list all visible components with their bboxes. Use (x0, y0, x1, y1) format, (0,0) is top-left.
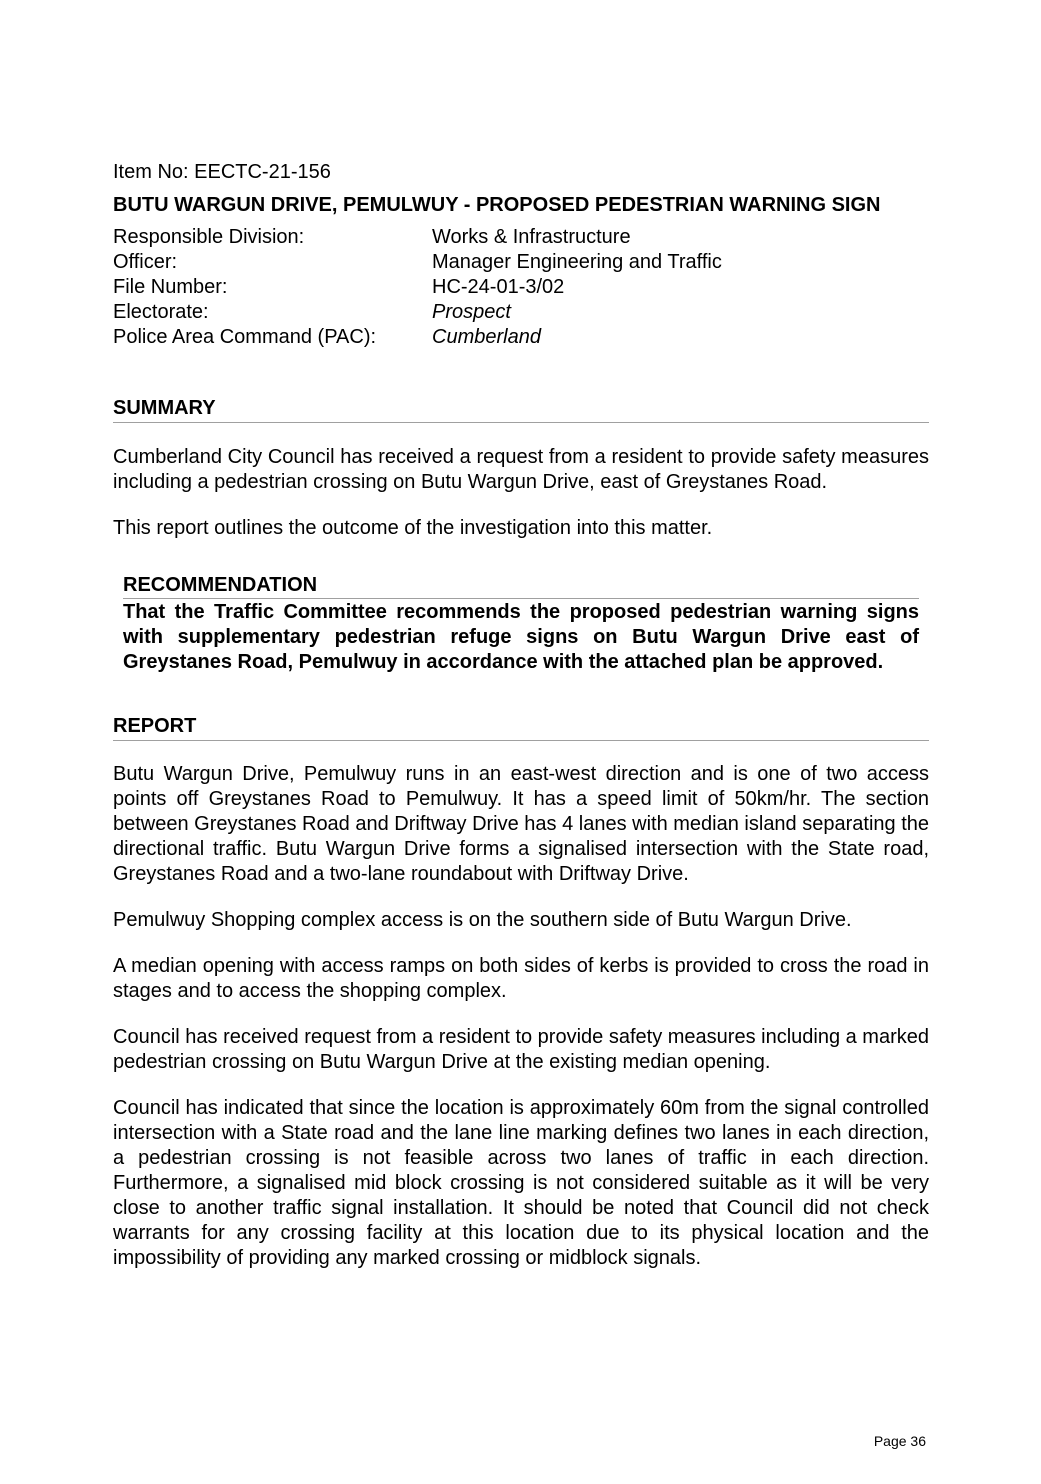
document-title: BUTU WARGUN DRIVE, PEMULWUY - PROPOSED PEDESTRIAN WARNING SIGN (113, 194, 881, 216)
recommendation-box (123, 573, 919, 675)
page-number: Page 36 (873, 1433, 926, 1449)
meta-label-electorate: Electorate: (113, 301, 209, 323)
meta-value-pac: Cumberland (432, 326, 541, 348)
report-paragraph: A median opening with access ramps on both sides of kerbs is provided to cross the road in stages and to access the shopping complex. (113, 955, 929, 1002)
meta-value-file-number: HC-24-01-3/02 (432, 276, 565, 298)
item-number: Item No: EECTC-21-156 (113, 161, 331, 183)
recommendation-text: That the Traffic Committee recommends the proposed pedestrian warning signs with supplementary pedestrian refuge signs on Butu Wargun Drive east of Greystanes Road, Pemulwuy in accordance with the attached plan be approved. (123, 601, 919, 673)
report-paragraph: Pemulwuy Shopping complex access is on the southern side of Butu Wargun Drive. (113, 909, 852, 931)
summary-heading: SUMMARY (113, 396, 929, 423)
meta-value-electorate: Prospect (432, 301, 511, 323)
report-heading: REPORT (113, 714, 929, 741)
recommendation-heading: RECOMMENDATION (123, 573, 919, 599)
meta-label-file-number: File Number: (113, 276, 228, 298)
report-paragraph: Council has indicated that since the location is approximately 60m from the signal controlled intersection with a State road and the lane line marking defines two lanes in each direction, a pedestrian crossing is not feasible across two lanes of traffic in each direction. Furthermore, a signalised mid block crossing is not considered suitable as it will be very close to another traffic signal installation. It should be noted that Council did not check warrants for any crossing facility at this location due to its physical location and the impossibility of providing any marked crossing or midblock signals. (113, 1097, 929, 1269)
document-page (113, 158, 929, 1271)
summary-paragraph: This report outlines the outcome of the investigation into this matter. (113, 517, 713, 539)
meta-label-pac: Police Area Command (PAC): (113, 326, 377, 348)
report-paragraph: Butu Wargun Drive, Pemulwuy runs in an east-west direction and is one of two access points off Greystanes Road to Pemulwuy. It has a speed limit of 50km/hr. The section between Greystanes Road and Driftway Drive has 4 lanes with median island separating the directional traffic. Butu Wargun Drive forms a signalised intersection with the State road, Greystanes Road and a two-lane roundabout with Driftway Drive. (113, 763, 929, 885)
meta-value-officer: Manager Engineering and Traffic (432, 251, 722, 273)
meta-label-officer: Officer: (113, 251, 178, 273)
meta-value-division: Works & Infrastructure (432, 226, 631, 248)
summary-paragraph: Cumberland City Council has received a request from a resident to provide safety measures including a pedestrian crossing on Butu Wargun Drive, east of Greystanes Road. (113, 446, 929, 493)
report-paragraph: Council has received request from a resident to provide safety measures including a marked pedestrian crossing on Butu Wargun Drive at the existing median opening. (113, 1026, 929, 1073)
meta-label-division: Responsible Division: (113, 226, 305, 248)
metadata-table (113, 225, 929, 350)
